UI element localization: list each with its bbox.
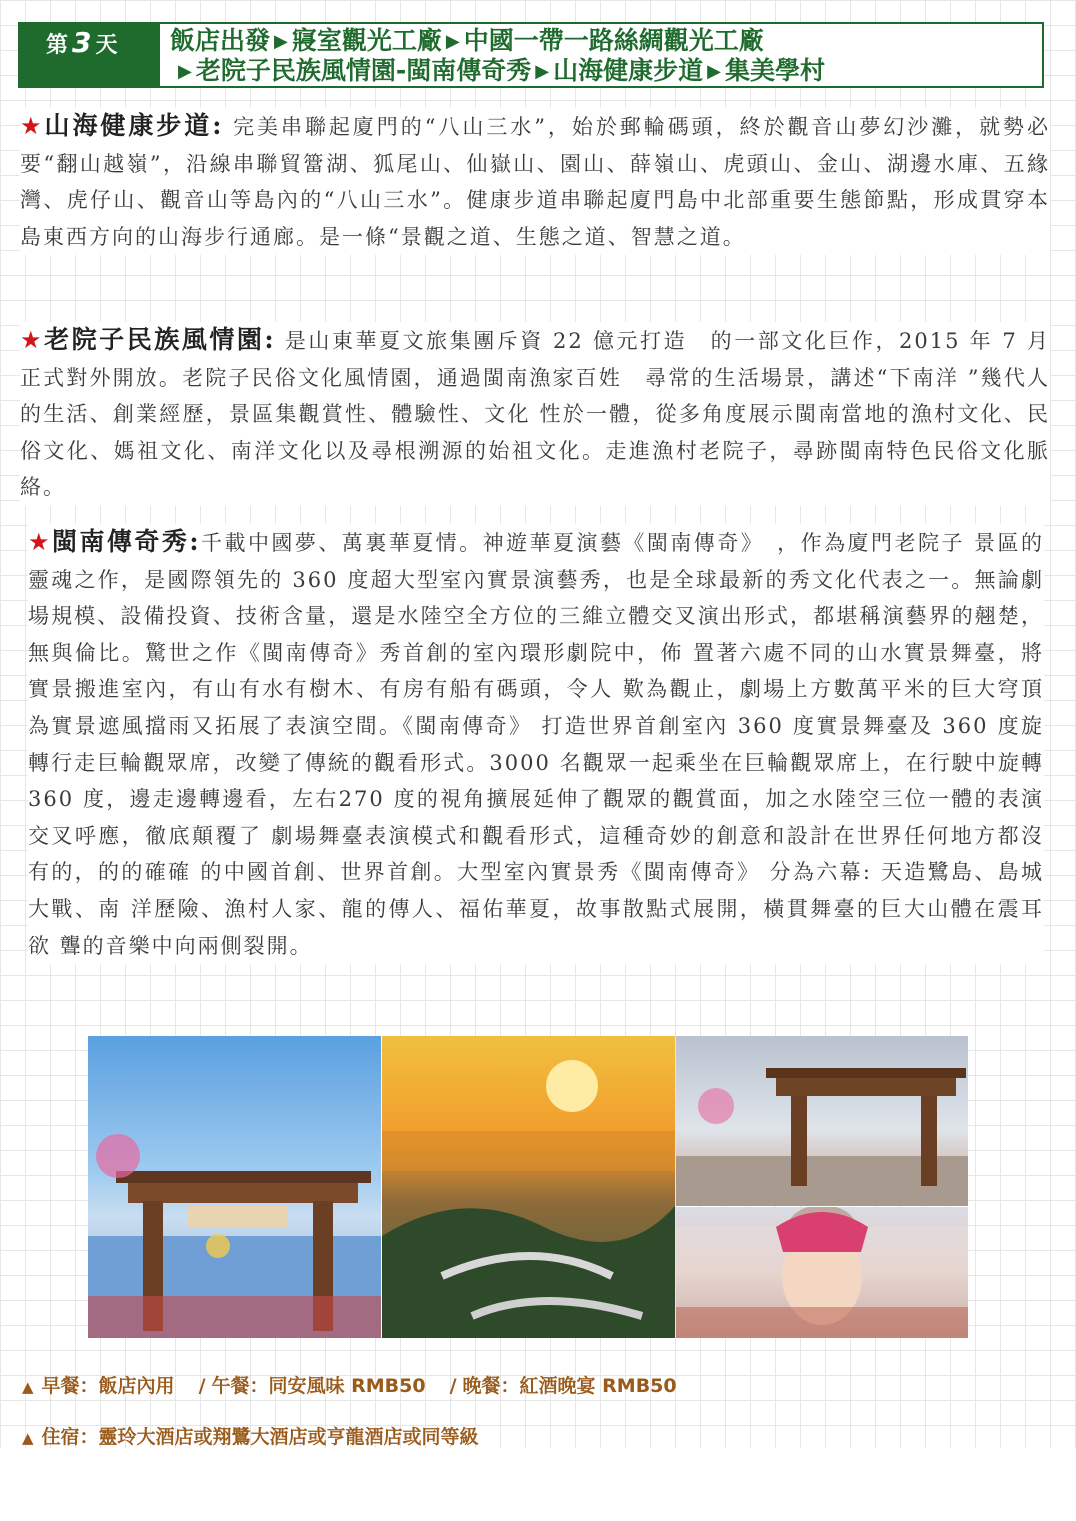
section-body: 千載中國夢、萬裏華夏情。神遊華夏演藝《閩南傳奇》 ，作為廈門老院子 景區的靈魂之作，是國際領先的 360 度超大型室內實景演藝秀，也是全球最新的秀文化代表之一。無論劇場規模、設備投資、技術含量，還是水陸空全方位的三維立體交叉演出形式，都堪稱演藝界的翹楚，無與倫比。驚世之作《閩南傳奇》秀首創的室內環形劇院中，佈 置著六處不同的山水實景舞臺，將實景搬進室內，有山有水有樹木、有房有船有碼頭，令人 歎為觀止，劇場上方數萬平米的巨大穹頂為實景遮風擋雨又拓展了表演空間。《閩南傳奇》 打造世界首創室內 360 度實景舞臺及 360 度旋轉行走巨輪觀眾席，改變了傳統的觀看形式。3000 名觀眾一起乘坐在巨輪觀眾席上，在行駛中旋轉 360 度，邊走邊轉邊看，左右270 度的視角擴展延伸了觀眾的觀賞面，加之水陸空三位一體的表演交叉呼應，徹底顛覆了 劇場舞臺表演模式和觀看形式，這種奇妙的創意和設計在世界任何地方都沒有的，的的確確 的中國首創、世界首創。大型室內實景秀《閩南傳奇》 分為六幕: 天造鷺島、島城大戰、南 洋歷險、漁村人家、龍的傳人、福佑華夏，故事散點式展開，橫貫舞臺的巨大山體在震耳欲 聾的音樂中向兩側裂開。 <box>28 531 1044 958</box>
route-stop: 寢室觀光工廠 <box>291 26 442 55</box>
star-icon: ★ <box>20 326 45 354</box>
triangle-right-icon: ▶ <box>707 61 721 82</box>
section-minnan-show <box>28 524 1044 964</box>
route-stop: 集美學村 <box>724 56 825 85</box>
route-stop: 中國一帶一路絲綢觀光工廠 <box>463 26 764 55</box>
triangle-right-icon: ▶ <box>178 61 192 82</box>
triangle-right-icon: ▶ <box>535 61 550 82</box>
meals-line: ▲ 早餐：飯店內用 / 午餐：同安風味 RMB50 / 晚餐：紅酒晚宴 RMB50 <box>22 1375 677 1397</box>
triangle-up-icon: ▲ <box>22 1378 34 1396</box>
route-stop: 老院子民族風情園-閩南傳奇秀 <box>195 56 532 85</box>
day-header <box>18 22 1044 88</box>
mazu-statue-photo <box>676 1207 968 1338</box>
section-trail <box>20 108 1050 255</box>
lodging-info: 住宿：靈玲大酒店或翔鷺大酒店或亨龍酒店或同等級 <box>41 1426 479 1448</box>
dinner-info: 晚餐：紅酒晚宴 RMB50 <box>462 1375 677 1397</box>
section-body: 是山東華夏文旅集團斥資 22 億元打造 的一部文化巨作，2015 年 7 月正式對外開放。老院子民俗文化風情園，通過閩南漁家百姓 尋常的生活場景，講述“下南洋 ”幾代人的生活、創業經歷，景區集觀賞性、體驗性、文化 性於一體，從多角度展示閩南當地的漁村文化、民俗文化、媽祖文化、南洋文化以及尋根溯源的始祖文化。走進漁村老院子，尋跡閩南特色民俗文化脈絡。 <box>20 329 1051 500</box>
laoyuanzi-gate-photo <box>88 1036 381 1338</box>
route-line-2 <box>170 56 825 86</box>
day-label: 第 3 天 <box>46 26 118 59</box>
route-stop: 飯店出發 <box>170 26 271 55</box>
triangle-right-icon: ▶ <box>274 31 288 52</box>
triangle-up-icon: ▲ <box>22 1429 34 1447</box>
route-stop: 山海健康步道 <box>553 56 704 85</box>
section-laoyuanzi <box>20 322 1050 506</box>
star-icon: ★ <box>20 112 45 140</box>
lunch-info: 午餐：同安風味 RMB50 <box>211 1375 426 1397</box>
route-list <box>170 26 825 86</box>
section-title: 老院子民族風情園: <box>44 325 276 354</box>
star-icon: ★ <box>28 528 52 556</box>
route-line-1 <box>170 26 825 56</box>
section-title: 閩南傳奇秀: <box>51 527 201 556</box>
triangle-right-icon: ▶ <box>445 31 460 52</box>
day-number: 3 <box>72 26 92 59</box>
lodging-line <box>22 1422 479 1449</box>
photo-strip <box>88 1036 968 1338</box>
section-body: 完美串聯起廈門的“八山三水”，始於郵輪碼頭，終於觀音山夢幻沙灘，就勢必要“翻山越嶺”，沿線串聯貿簹湖、狐尾山、仙嶽山、園山、薛嶺山、虎頭山、金山、湖邊水庫、五緣灣、虎仔山、觀音山等島內的“八山三水”。健康步道串聯起廈門島中北部重要生態節點，形成貫穿本島東西方向的山海步行通廊。是一條“景觀之道、生態之道、智慧之道。 <box>20 115 1051 249</box>
breakfast-info: 早餐：飯店內用 <box>41 1375 175 1397</box>
section-title: 山海健康步道: <box>44 111 224 140</box>
sunset-boardwalk-photo <box>382 1036 675 1338</box>
gate-plaza-photo <box>676 1036 968 1206</box>
day-badge <box>20 24 160 86</box>
